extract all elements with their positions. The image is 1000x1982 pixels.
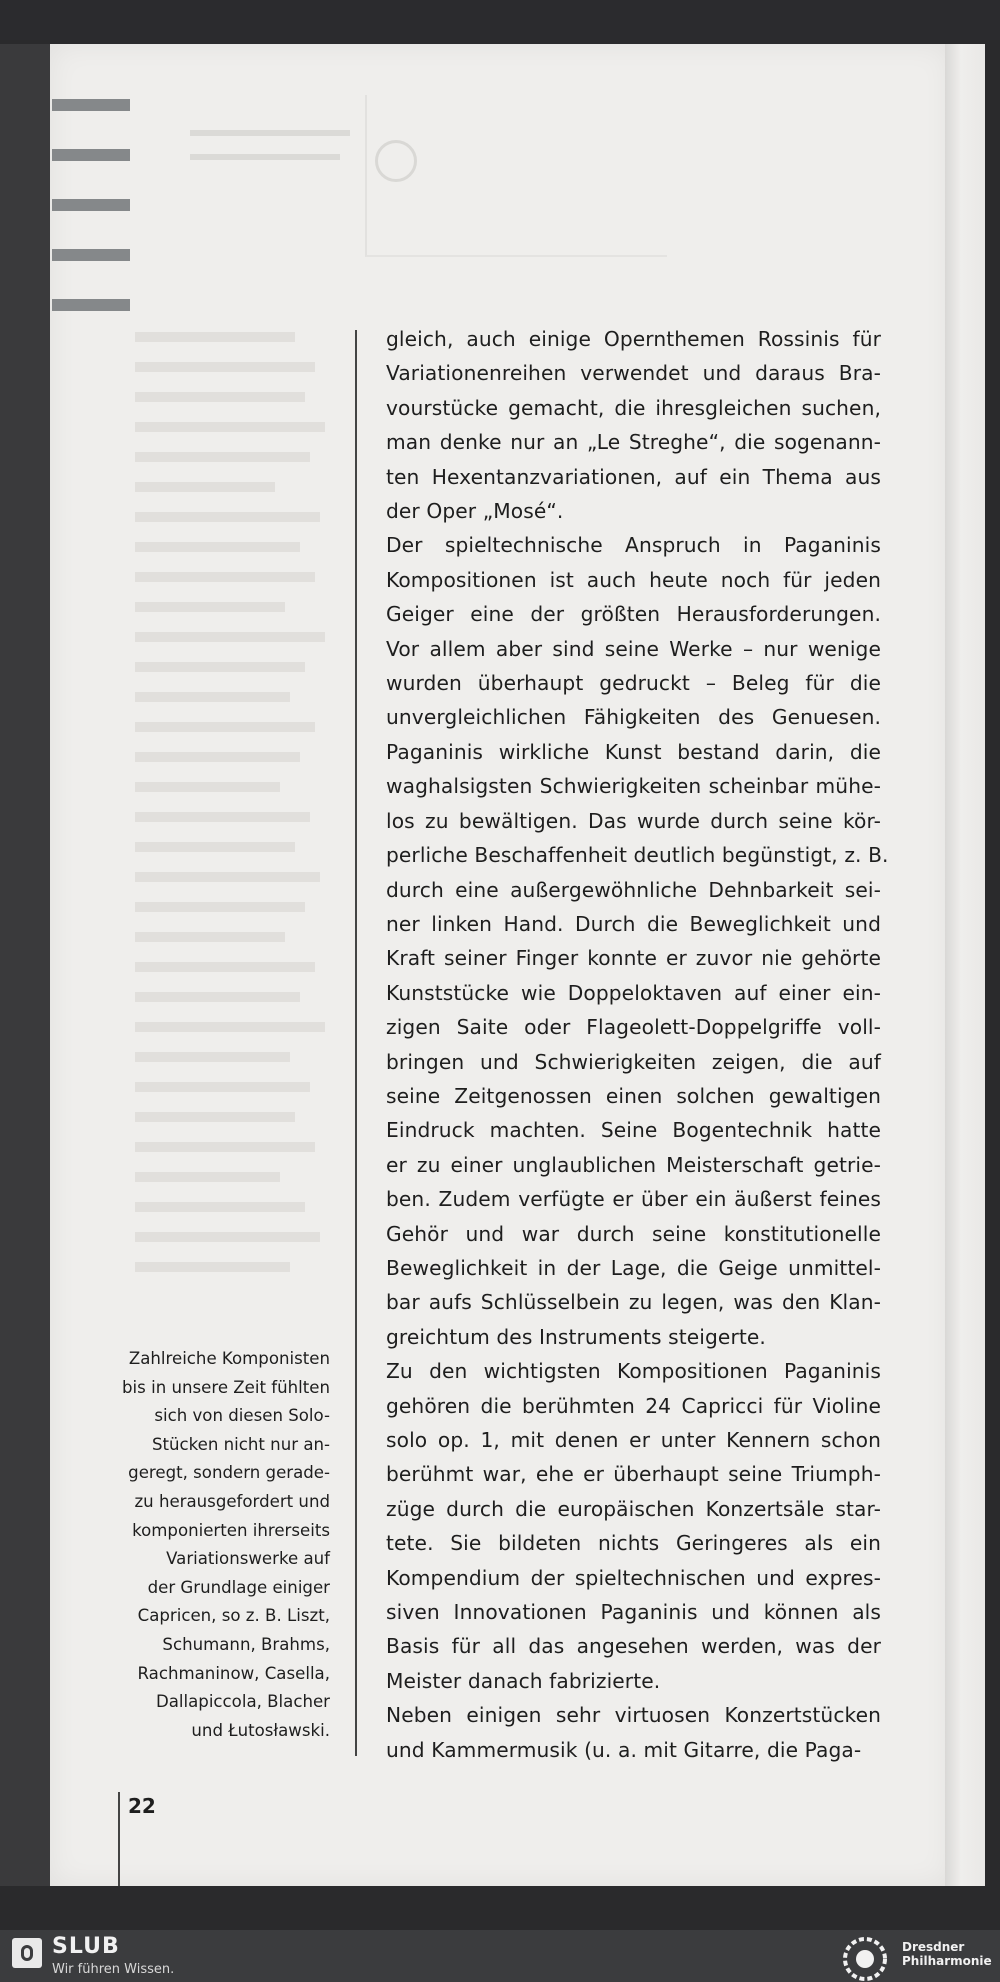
sidebar-text-line: Zahlreiche Komponisten xyxy=(128,1349,330,1368)
next-page-edge xyxy=(945,44,985,1886)
sidebar-text-line: bis in unsere Zeit fühlten xyxy=(122,1377,330,1397)
body-text-line: ben. Zudem verfügte er über ein äußerst feines xyxy=(386,1187,881,1212)
index-tab xyxy=(52,299,130,311)
body-text-line: Zu den wichtigsten Kompositionen Paganinis xyxy=(386,1359,881,1384)
index-tab xyxy=(52,99,130,111)
body-text-line: er zu einer unglaublichen Meisterschaft getrie- xyxy=(386,1152,881,1177)
body-text-line: Kraft seiner Finger konnte er zuvor nie gehörte xyxy=(386,946,881,971)
body-text-line: Variationenreihen verwendet und daraus Bra- xyxy=(386,361,881,386)
sidebar-text-line: Variationswerke auf xyxy=(166,1549,330,1569)
column-divider xyxy=(355,330,357,1756)
sidebar-text-line: Schumann, Brahms, xyxy=(162,1634,330,1654)
body-text-line: zigen Saite oder Flageolett-Doppelgriffe voll- xyxy=(386,1015,881,1040)
body-text-line: bar aufs Schlüsselbein zu legen, was den Klan- xyxy=(386,1290,881,1315)
body-text-line: waghalsigsten Schwierigkeiten scheinbar mühe- xyxy=(386,774,881,799)
body-text-line: der Oper „Mosé“. xyxy=(386,499,564,524)
body-text-line: Kompositionen ist auch heute noch für jeden xyxy=(386,567,881,592)
body-text-line: siven Innovationen Paganinis und können als xyxy=(386,1600,881,1625)
sidebar-text-line: der Grundlage einiger xyxy=(147,1577,330,1597)
sidebar-text-line: Dallapiccola, Blacher xyxy=(155,1692,330,1712)
body-text-line: Neben einigen sehr virtuosen Konzertstücken xyxy=(386,1703,881,1728)
body-text-line: Gehör und war durch seine konstitutionelle xyxy=(386,1221,881,1246)
body-text-line: Der spieltechnische Anspruch in Paganinis xyxy=(386,533,881,558)
body-text-line: vourstücke gemacht, die ihresgleichen suchen, xyxy=(386,395,881,420)
body-text-line: seine Zeitgenossen einen solchen gewaltigen xyxy=(386,1083,881,1108)
body-text-line: tete. Sie bildeten nichts Geringeres als ein xyxy=(386,1531,881,1556)
sidebar-text-line: komponierten ihrerseits xyxy=(132,1520,330,1540)
body-text-line: Meister danach fabrizierte. xyxy=(386,1668,661,1693)
body-text-line: ner linken Hand. Durch die Beweglichkeit und xyxy=(386,911,881,936)
show-through-text xyxy=(125,322,335,1322)
body-text-line: greichtum des Instruments steigerte. xyxy=(386,1324,766,1349)
body-text-line: solo op. 1, mit denen er unter Kennern schon xyxy=(386,1428,881,1452)
body-text-line: los zu bewältigen. Das wurde durch seine kör- xyxy=(386,808,881,833)
body-text-line: wurden überhaupt gedruckt – Beleg für die xyxy=(386,671,881,696)
slub-tagline: Wir führen Wissen. xyxy=(52,1962,175,1977)
slub-logo-icon[interactable] xyxy=(12,1938,42,1968)
slub-name[interactable]: SLUB xyxy=(52,1934,120,1959)
body-text-line: ten Hexentanzvariationen, auf ein Thema aus xyxy=(386,464,881,489)
body-text-line: Kunststücke wie Doppeloktaven auf einer ein- xyxy=(386,980,881,1005)
philharmonie-name[interactable] xyxy=(902,1940,992,1968)
philharmonie-name-line-1: Dresdner xyxy=(902,1940,965,1954)
sidebar-text-line: Rachmaninow, Casella, xyxy=(137,1663,330,1683)
body-text-line: Beweglichkeit in der Lage, die Geige unmittel- xyxy=(386,1255,881,1280)
show-through-logo xyxy=(140,120,360,180)
body-text-line: Paganinis wirkliche Kunst bestand darin, die xyxy=(386,739,881,764)
sidebar-text-line: Capricen, so z. B. Liszt, xyxy=(137,1606,330,1626)
body-text-line: Basis für all das angesehen werden, was der xyxy=(386,1634,881,1659)
body-text-line: man denke nur an „Le Streghe“, die sogenann- xyxy=(386,430,881,455)
body-text-line: züge durch die europäischen Konzertsäle star- xyxy=(386,1496,881,1521)
body-text-line: gehören die berühmten 24 Capricci für Violine xyxy=(386,1393,881,1418)
body-text-line: berühmt war, ehe er überhaupt seine Triumph- xyxy=(386,1462,881,1487)
body-text-line: perliche Beschaffenheit deutlich begünstigt, z. B. xyxy=(386,843,889,868)
body-text-line: durch eine außergewöhnliche Dehnbarkeit sei- xyxy=(386,877,881,902)
index-tab xyxy=(52,249,130,261)
page-number: 22 xyxy=(128,1794,156,1818)
sidebar-text-line: Stücken nicht nur an- xyxy=(151,1434,330,1454)
sidebar-text-line: zu herausgefordert und xyxy=(134,1491,330,1511)
sidebar-text-line: und Łutosławski. xyxy=(191,1720,330,1740)
scan-top-edge xyxy=(0,0,1000,40)
index-tab xyxy=(52,199,130,211)
body-text-line: Eindruck machten. Seine Bogentechnik hatte xyxy=(386,1118,881,1143)
body-text-line: unvergleichlichen Fähigkeiten des Genuesen. xyxy=(386,705,881,730)
body-text-line: bringen und Schwierigkeiten zeigen, die auf xyxy=(386,1049,881,1074)
sidebar-text-line: geregt, sondern gerade- xyxy=(128,1463,330,1483)
show-through-logo-icon xyxy=(375,140,417,182)
show-through-text-icon xyxy=(125,322,335,1322)
main-body-text xyxy=(386,322,889,1767)
index-tab xyxy=(52,149,130,161)
body-text-line: und Kammermusik (u. a. mit Gitarre, die Paga- xyxy=(386,1737,862,1762)
show-through-logo-lettering-icon xyxy=(140,120,360,180)
body-text-line: Geiger eine der größten Herausforderungen. xyxy=(386,602,881,627)
binder-strip xyxy=(0,44,50,1886)
body-text-line: gleich, auch einige Opernthemen Rossinis für xyxy=(386,327,881,351)
philharmonie-logo-icon[interactable] xyxy=(842,1936,888,1982)
body-text-line: Kompendium der spieltechnischen und expres- xyxy=(386,1565,881,1590)
sidebar-text-line: sich von diesen Solo- xyxy=(154,1406,330,1426)
body-text-line: Vor allem aber sind seine Werke – nur wenige xyxy=(386,636,881,661)
philharmonie-name-line-2: Philharmonie xyxy=(902,1954,992,1968)
page-number-rule xyxy=(118,1792,120,1886)
sidebar-note xyxy=(120,1345,330,1745)
